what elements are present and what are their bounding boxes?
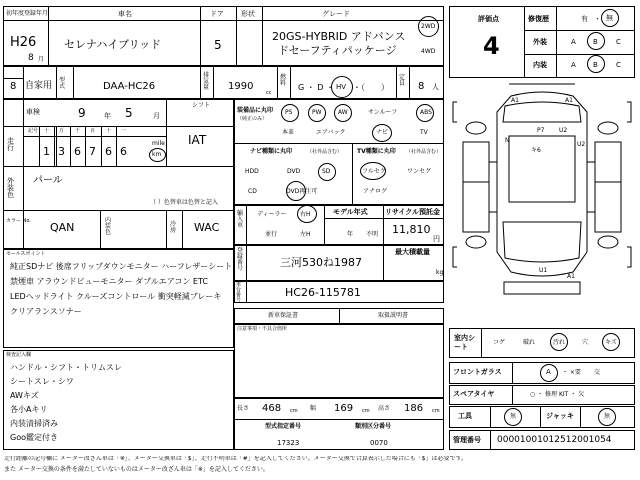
grade-line2: ドセーフティパッケージ (278, 44, 397, 57)
chassis-value: HC26-115781 (285, 286, 361, 299)
registration-value: 三河530ね1987 (280, 256, 362, 269)
equipment-item: TV (420, 129, 428, 136)
notes-label: 注意事項・不具合箇所 (237, 326, 288, 332)
repair-dot: ・ (594, 15, 601, 23)
fuel-options: G ・ D ・ (298, 83, 334, 92)
equipment-item: ABS (420, 109, 432, 116)
repair-yes: 有 (581, 15, 588, 23)
digit-header: 記号 (28, 128, 39, 134)
jack-value: 無 (604, 413, 611, 420)
check-line: 内装清掃済み (10, 419, 58, 428)
equipment-item: サンルーフ (368, 109, 398, 116)
jack-label: ジャッキ (546, 412, 574, 420)
seat-kizu: キズ (605, 339, 617, 346)
width-cm: cm (362, 408, 370, 414)
digit-header: 百 (90, 128, 96, 134)
first-reg-era: H26 (10, 35, 37, 50)
recycle-unit: 円 (433, 235, 440, 243)
import-parallel: 並行 (265, 231, 278, 238)
first-reg-label: 初年度登録年月 (6, 10, 49, 17)
interior-grade-c: C (616, 61, 621, 69)
grade-line1: 20GS-HYBRID アドバンス (272, 30, 406, 43)
exterior-note: （ ）色替車は色替と記入 (150, 199, 218, 206)
equipment-item: 本革 (282, 129, 295, 136)
shift-label: シフト (192, 102, 211, 109)
digit-header: 千 (75, 128, 81, 134)
tv-fullseg: フルセグ (362, 168, 386, 175)
inspection-year-unit: 年 (104, 112, 111, 120)
class-label: 類別区分番号 (355, 423, 392, 430)
ac-label: 冷房 (170, 221, 177, 234)
equipment-item: PW (312, 109, 322, 116)
exterior-color: パール (33, 175, 63, 186)
manual-label: 取扱説明書 (378, 312, 409, 319)
diagram-label-u2-side: U2 (577, 141, 586, 148)
notes-block (234, 324, 444, 398)
score-label: 評価点 (478, 15, 499, 23)
length-label: 長さ (237, 405, 250, 412)
seat-ana: 穴 (582, 339, 589, 346)
inspection-month-unit: 月 (153, 112, 160, 120)
fuel-paren: ・（ ） (353, 83, 389, 92)
registration-label: 登録番号 (237, 247, 244, 272)
mileage-digit: 6 (120, 145, 127, 158)
seat-yabure: 破れ (523, 339, 536, 346)
displacement: 1990 (228, 81, 254, 92)
seat-label: 室内シート (454, 334, 475, 352)
digit-header: 十 (106, 128, 112, 134)
fuel-label: 燃料 (280, 74, 287, 87)
interior-color-label: 内装色 (105, 217, 112, 236)
chassis-label: 車台番号 (236, 282, 242, 303)
model: DAA-HC26 (103, 81, 156, 92)
exterior-grade-a: A (571, 38, 576, 46)
interior-grade-label: 内装 (533, 61, 547, 69)
first-reg-month: 8 (28, 53, 34, 63)
check-line: Goo鑑定付き (10, 433, 58, 442)
height-label: 高さ (378, 405, 391, 412)
car-damage-diagram (449, 82, 635, 322)
car-name: セレナハイブリッド (64, 38, 162, 51)
diagram-label-n: N (505, 137, 510, 144)
import-left: 左H (300, 231, 311, 238)
import-unknown: 不明 (366, 231, 379, 238)
inspection-year: 9 (78, 106, 86, 120)
capacity-unit: 人 (432, 83, 439, 91)
equipment-label: 装備品に丸印 (237, 107, 274, 114)
digit-header: 万 (59, 128, 65, 134)
mileage-digit: 7 (89, 145, 96, 158)
height: 186 (404, 403, 424, 414)
capacity: 8 (418, 81, 425, 92)
navi-note: （社外品含む） (307, 149, 343, 155)
diagram-label-a1-top2: A1 (565, 97, 573, 104)
mileage-digit: 3 (58, 145, 65, 158)
navi-sd: SD (322, 168, 331, 175)
navi-cd: CD (248, 188, 257, 195)
digit-header: 一 (121, 128, 127, 134)
mile-unit: mile (152, 140, 165, 147)
tools-label: 工具 (458, 412, 472, 420)
selling-line-4: クリアランスソナー (10, 307, 82, 316)
shift: IAT (188, 133, 207, 147)
shape-label: 形状 (241, 10, 255, 18)
model-year-label: モデル年式 (333, 208, 368, 216)
ac-value: WAC (194, 221, 220, 234)
spec-label: 型式指定番号 (265, 423, 302, 430)
first-reg-month-unit: 月 (38, 56, 45, 63)
length-cm: cm (290, 408, 298, 414)
tv-note: （社外品含む） (406, 149, 442, 155)
selling-points-label: セールスポイント (6, 251, 46, 257)
repair-label: 修復歴 (528, 15, 549, 23)
equipment-item: ナビ (376, 129, 389, 136)
color-code: QAN (50, 221, 75, 234)
management-value: 0000100101251​2001054 (497, 435, 612, 445)
mileage-digit: 6 (74, 145, 81, 158)
diagram-label-p7: P7 (537, 127, 545, 134)
interior-grade-b: B (593, 61, 598, 69)
glass-replace: 交 (594, 369, 601, 376)
tv-analog: アナログ (363, 188, 388, 195)
capacity-label: 定員 (399, 74, 406, 87)
selling-line-3: LEDヘッドライト クルーズコントロール 衝突軽減ブレーキ (10, 292, 222, 301)
spec: 17323 (277, 439, 300, 447)
mileage-digit: 1 (43, 145, 50, 158)
management-label: 管理番号 (453, 436, 481, 444)
equipment-item: エアバック (316, 129, 346, 136)
check-line: ハンドル・シフト・トリムスレ (10, 363, 122, 372)
inspection-label: 車検 (26, 108, 40, 116)
km-unit: km (152, 151, 162, 158)
width: 169 (334, 403, 354, 414)
row2-number: 8 (10, 81, 17, 92)
diagram-label-a1-bottom: A1 (567, 273, 575, 280)
model-label: 型式 (59, 77, 66, 90)
import-right: 右H (300, 211, 311, 218)
equipment-sublabel: （純正のみ） (237, 116, 268, 122)
import-label: 輸入車 (237, 210, 244, 229)
class: 0070 (370, 439, 388, 447)
tv-oneseg: ワンセグ (407, 168, 432, 175)
glass-x: ・ ×要 (562, 369, 581, 376)
footer-line-1: 走行距離の記号欄に メーター改ざん車は「※」、メーター交換車は「$」、走行不明車は「#」を記入してください。メーター交換で合算表示した場合にも「$」は必要です。 (4, 456, 468, 462)
mileage-digit: 6 (105, 145, 112, 158)
kg-unit: kg (436, 269, 444, 276)
footer-line-2: また メーター交換の条件を満たしていないものはメーター改ざん車は「※」を記入してください。 (4, 466, 269, 473)
new-car-warranty: 新車保証書 (268, 312, 299, 319)
drive-4wd: 4WD (421, 48, 436, 55)
check-line: シートスレ・シワ (10, 377, 74, 386)
car-name-label: 車名 (118, 10, 132, 18)
mileage-label: 走行 (7, 137, 14, 152)
import-year: 年 (347, 231, 354, 238)
digit-header: 十 (44, 128, 50, 134)
check-line: 各小Aキリ (10, 405, 48, 414)
spare-options: ○ ・ 修理 KIT ・ 欠 (530, 391, 585, 398)
diagram-label-a1-top: A1 (511, 97, 519, 104)
equipment-item: PS (285, 109, 293, 116)
check-line: AWキズ (10, 391, 39, 400)
navi-dvd: DVD (287, 168, 301, 175)
score: 4 (483, 32, 500, 60)
color-code-label: カラー No. (6, 218, 31, 224)
seat-yogore: 汚れ (553, 339, 566, 346)
displacement-label: 排気量 (203, 72, 210, 91)
selling-line-1: 純正SDナビ 後席フリップダウンモニター ハーフレザーシート (10, 262, 233, 271)
checks-label: 検査記入欄 (6, 352, 32, 358)
doors: 5 (214, 38, 222, 52)
repair-no: 無 (606, 14, 613, 22)
import-dealer: ディーラー (257, 211, 287, 218)
doors-label: ドア (210, 10, 224, 18)
navi-hdd: HDD (245, 168, 259, 175)
diagram-label-ki6: キ6 (531, 147, 541, 154)
diagram-label-u2-right: U2 (559, 127, 568, 134)
inspection-month: 5 (125, 106, 133, 120)
navi-dvd-play: DVD再生可 (286, 188, 318, 195)
spare-label: スペアタイヤ (453, 390, 495, 398)
use-type: 自家用 (25, 81, 53, 91)
height-cm: cm (432, 408, 440, 414)
length: 468 (262, 403, 282, 414)
fuel-hv: HV (336, 83, 347, 91)
diagram-label-u1: U1 (539, 267, 548, 274)
tv-title: TV種類に丸印 (357, 148, 396, 155)
interior-grade-a: A (571, 61, 576, 69)
exterior-grade-b: B (593, 38, 598, 46)
drive-2wd: 2WD (421, 23, 436, 30)
equipment-item: AW (338, 109, 348, 116)
seat-koge: コゲ (493, 339, 506, 346)
exterior-label: 外装色 (7, 177, 14, 199)
recycle-value: 11,810 (392, 223, 431, 236)
max-load-label: 最大積載量 (395, 248, 430, 256)
grade-label: グレード (322, 10, 350, 18)
glass-a: A (546, 368, 551, 376)
selling-line-2: 禁煙車 アラウンドビューモニター ダブルエアコン ETC (10, 277, 208, 286)
cc-unit: cc (266, 90, 272, 96)
exterior-grade-c: C (616, 38, 621, 46)
glass-label: フロントガラス (453, 368, 502, 376)
navi-title: ナビ種類に丸印 (250, 148, 293, 155)
recycle-label: リサイクル預託金 (385, 208, 441, 216)
width-label: 幅 (310, 405, 317, 412)
tools-value: 無 (510, 413, 517, 420)
exterior-grade-label: 外装 (533, 38, 547, 46)
